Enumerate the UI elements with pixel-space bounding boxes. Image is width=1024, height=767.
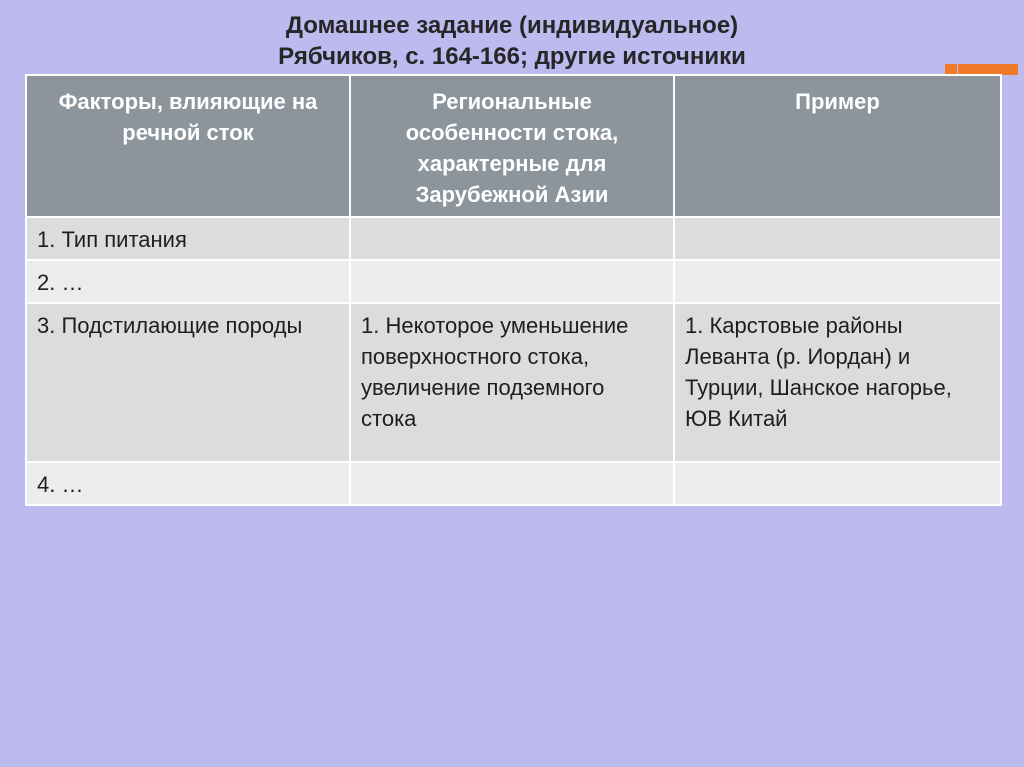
table-cell [674,462,1001,505]
header-example: Пример [674,75,1001,217]
table-row [26,260,1001,303]
table-cell: 3. Подстилающие породы [26,303,350,462]
header-factors: Факторы, влияющие на речной сток [26,75,350,217]
slide-title [0,10,1024,72]
table-cell [350,260,674,303]
table-cell [350,217,674,260]
table-cell [674,217,1001,260]
header-regional-features: Региональные особенности стока, характерные для Зарубежной Азии [350,75,674,217]
title-line-2: Рябчиков, с. 164-166; другие источники [278,43,746,70]
table-cell: 1. Некоторое уменьшение поверхностного стока, увеличение подземного стока [350,303,674,462]
table-row [26,217,1001,260]
table-cell [350,462,674,505]
table-cell: 4. … [26,462,350,505]
table-cell: 1. Тип питания [26,217,350,260]
table-header-row [26,75,1001,217]
homework-table [25,74,1002,506]
table-cell [674,260,1001,303]
table-cell: 1. Карстовые районы Леванта (р. Иордан) и Турции, Шанское нагорье, ЮВ Китай [674,303,1001,462]
table-cell: 2. … [26,260,350,303]
title-line-1: Домашнее задание (индивидуальное) [285,12,739,39]
table-row [26,462,1001,505]
table-row [26,303,1001,462]
